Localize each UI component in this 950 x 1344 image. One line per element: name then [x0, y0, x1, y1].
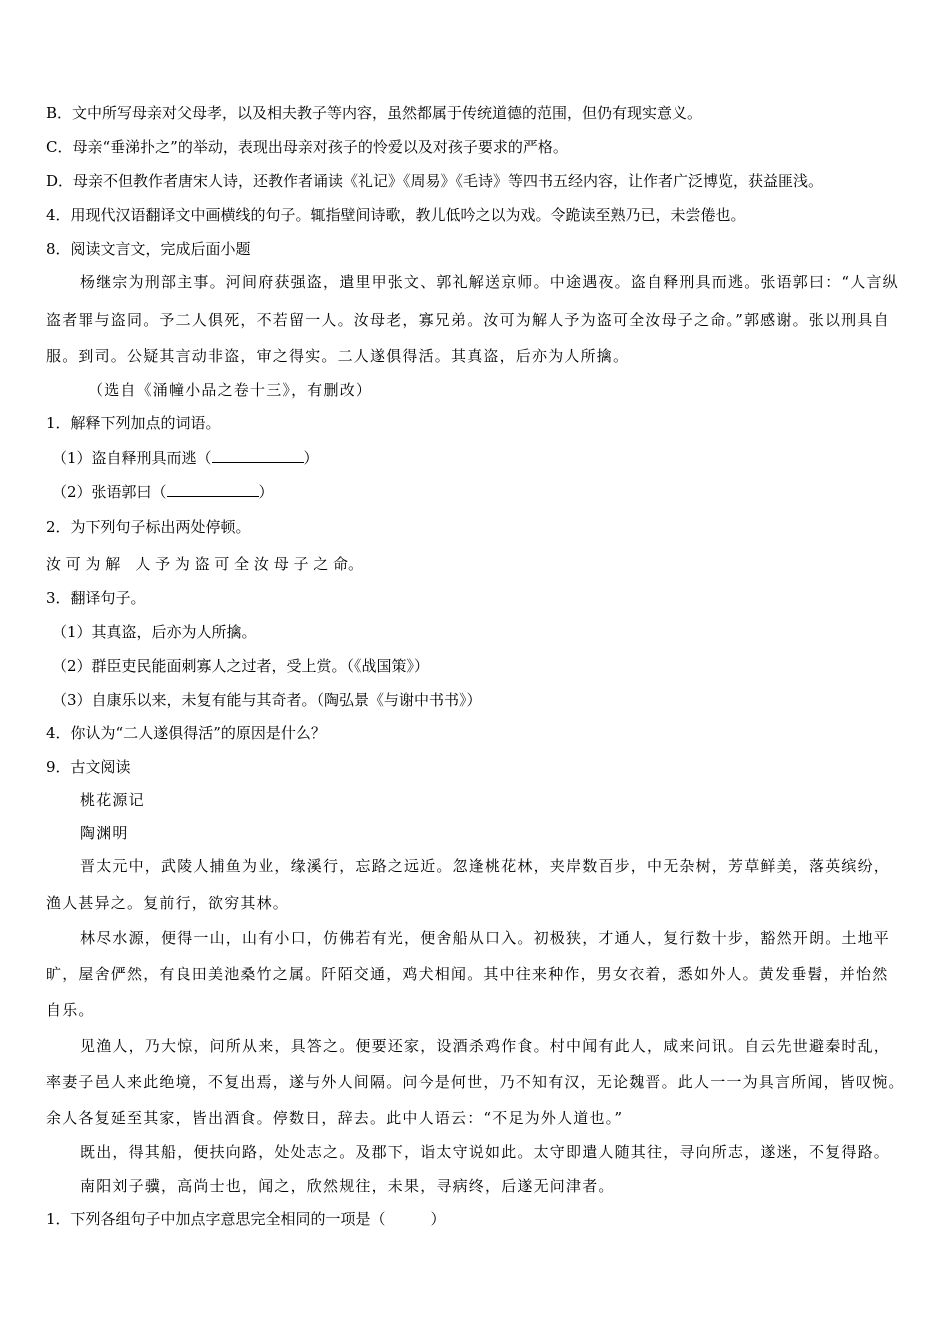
item-2-close: ）: [258, 483, 274, 501]
sub-question-2: 2．为下列句子标出两处停顿。: [46, 518, 251, 536]
translate-item-1: （1）其真盗，后亦为人所擒。: [52, 623, 257, 641]
sub-question-4: 4．你认为“二人遂俱得活”的原因是什么？: [46, 724, 326, 742]
item-1-text: （1）盗自释刑具而逃（: [52, 449, 212, 467]
sub-question-1-item-1: [52, 448, 319, 468]
paragraph-5-line-1: 南阳刘子骥，高尚士也，闻之，欣然规往，未果，寻病终，后遂无问津者。: [80, 1177, 615, 1195]
option-c: C．母亲“垂涕扑之”的举动，表现出母亲对孩子的怜爱以及对孩子要求的严格。: [46, 138, 568, 156]
item-2-text: （2）张语郭曰（: [52, 483, 167, 501]
answer-blank-1[interactable]: [212, 448, 304, 463]
paragraph-1-line-1: 晋太元中，武陵人捕鱼为业，缘溪行，忘路之远近。忽逢桃花林，夹岸数百步，中无杂树，芳草鲜美，落英缤纷，: [80, 857, 891, 875]
translate-item-2: （2）群臣吏民能面刺寡人之过者，受上赏。（《战国策》）: [52, 657, 430, 675]
sub-question-3: 3．翻译句子。: [46, 589, 146, 607]
paragraph-2-line-1: 林尽水源，便得一山，山有小口，仿佛若有光，便舍船从口入。初极狭，才通人，复行数十步，豁然开朗。土地平: [80, 929, 891, 947]
paragraph-3-line-1: 见渔人，乃大惊，问所从来，具答之。便要还家，设酒杀鸡作食。村中闻有此人，咸来问讯。自云先世避秦时乱，: [80, 1037, 891, 1055]
pause-sentence-part-b: 人 予 为 盗 可 全 汝 母 子 之 命。: [135, 555, 364, 573]
passage-line-1: 杨继宗为刑部主事。河间府获强盗，遣里甲张文、郭礼解送京师。中途遇夜。盗自释刑具而逃。张语郭曰：“人言纵: [80, 273, 899, 291]
translate-item-3: （3）自康乐以来，未复有能与其奇者。（陶弘景《与谢中书书》）: [52, 691, 482, 709]
paragraph-3-line-2: 率妻子邑人来此绝境，不复出焉，遂与外人间隔。问今是何世，乃不知有汉，无论魏晋。此人一一为具言所闻，皆叹惋。: [46, 1073, 905, 1091]
paragraph-1-line-2: 渔人甚异之。复前行，欲穷其林。: [46, 894, 290, 912]
question-8-heading: 8．阅读文言文，完成后面小题: [46, 240, 251, 258]
question-9-sub-1: 1．下列各组句子中加点字意思完全相同的一项是（ ）: [46, 1210, 446, 1228]
essay-author: 陶渊明: [80, 824, 129, 842]
question-4-translate: 4．用现代汉语翻译文中画横线的句子。辄指壁间诗歌，教儿低吟之以为戏。令跪读至熟乃已，未尝倦也。: [46, 206, 746, 224]
pause-sentence: [46, 554, 363, 574]
passage-source: （选自《涌幢小品之卷十三》，有删改）: [88, 381, 373, 399]
pause-sentence-part-a: 汝 可 为 解: [46, 555, 121, 573]
passage-line-3: 服。到司。公疑其言动非盗，审之得实。二人遂俱得活。其真盗，后亦为人所擒。: [46, 347, 630, 365]
paragraph-2-line-2: 旷，屋舍俨然，有良田美池桑竹之属。阡陌交通，鸡犬相闻。其中往来种作，男女衣着，悉如外人。黄发垂髫，并怡然: [46, 965, 889, 983]
option-d: D．母亲不但教作者唐宋人诗，还教作者诵读《礼记》《周易》《毛诗》等四书五经内容，让作者广泛博览，获益匪浅。: [46, 172, 824, 190]
item-1-close: ）: [303, 449, 319, 467]
paragraph-2-line-3: 自乐。: [46, 1001, 95, 1019]
paragraph-3-line-3: 余人各复延至其家，皆出酒食。停数日，辞去。此中人语云：“不足为外人道也。”: [46, 1109, 624, 1127]
sub-question-1-item-2: [52, 482, 274, 502]
sub-question-1: 1．解释下列加点的词语。: [46, 414, 221, 432]
answer-blank-2[interactable]: [167, 482, 259, 497]
passage-line-2: 盗者罪与盗同。予二人俱死，不若留一人。汝母老，寡兄弟。汝可为解人予为盗可全汝母子之命。”郭感谢。张以刑具自: [46, 311, 890, 329]
question-9-heading: 9．古文阅读: [46, 758, 131, 776]
option-b: B．文中所写母亲对父母孝，以及相夫教子等内容，虽然都属于传统道德的范围，但仍有现实意义。: [46, 104, 703, 122]
essay-title: 桃花源记: [80, 791, 145, 809]
paragraph-4-line-1: 既出，得其船，便扶向路，处处志之。及郡下，诣太守说如此。太守即遣人随其往，寻向所志，遂迷，不复得路。: [80, 1143, 891, 1161]
